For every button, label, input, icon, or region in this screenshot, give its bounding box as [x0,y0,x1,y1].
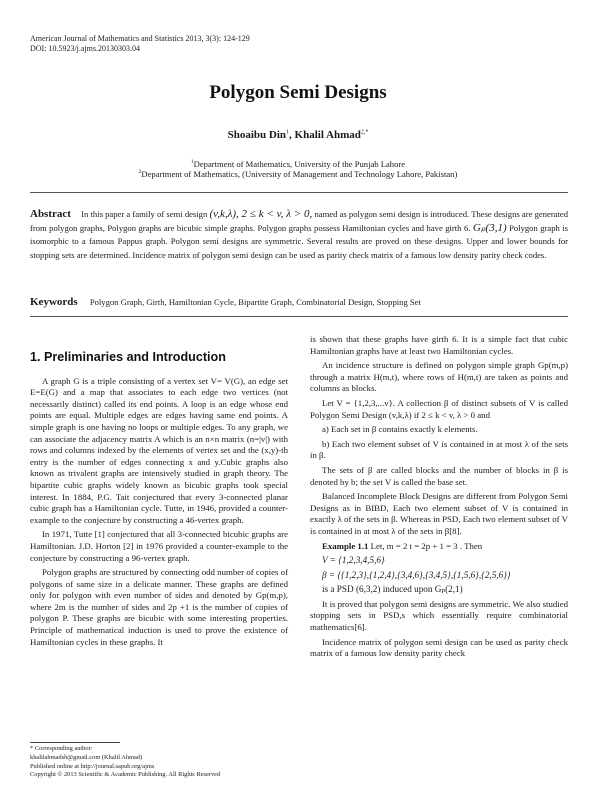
paragraph: Polygon graphs are structured by connecting odd number of copies of polygons of same size in a delicate manner. These graphs are defined only for polygon with even number of sides and denoted by Gp(m,p), where 2m is the number of sides and 2p +1 is the number of copies of polygon P. These graphs are bicubic with some interesting properties. Principle of mathematical induction is used to prove the existence of Hamiltonian cycles in these graphs. It [30,567,288,647]
affiliation-1-text: Department of Mathematics, University of the Punjab Lahore [193,158,406,169]
author-separator: , [289,129,295,141]
affiliation-2-mark: 2 [138,169,142,175]
published-online: Published online at http://journal.sapub.org/ajms [30,762,155,770]
equation-v: V = {1,2,3,4,5,6} [322,555,385,566]
paragraph: The sets of β are called blocks and the number of blocks in β is denoted by b; the set V is called the base set. [310,464,568,487]
keywords-heading: Keywords [30,296,78,308]
author-1-affil: 1 [286,129,290,136]
author-2-affil: 2,* [360,129,369,136]
abstract-math-2: Gₚ(3,1) [472,221,507,234]
right-column [310,334,568,663]
paragraph: is shown that these graphs have girth 6. It is a simple fact that cubic Hamiltonian graphs have at least two Hamiltonian cycles. [310,334,568,356]
equation-beta: β = {{1,2,3},{1,2,4},{3,4,6},{3,4,5},{1,5,6},{2,5,6}} [322,569,511,580]
paragraph: An incidence structure is defined on polygon simple graph Gp(m,p) through a matrix H(m,t), where rows of H(m,t) are taken as points and columns as blocks. [310,360,568,394]
affiliation-1-mark: 1 [190,159,194,165]
example-text: Let, m = 2 t = 2p + 1 = 3 . Then [370,540,483,551]
example-label: Example 1.1 [322,540,369,551]
abstract-rule [30,316,568,317]
authors [0,129,596,141]
abstract-text-3: Polygon graph is isomorphic to a famous Pappus graph. Polygon semi designs are symmetric. Several results are proved on these designs. Upper and lower bounds for stopping sets are determined. Incidence matrix of polygon semi design can be used as parity check matrix of a famous low density parity check codes. [30,222,569,260]
affiliation-2 [0,167,596,179]
section-title: 1. Preliminaries and Introduction [30,350,226,364]
author-2: Khalil Ahmad [294,129,361,141]
list-item: b) Each two element subset of V is contained in at most λ of the sets in β. [310,438,568,461]
paragraph: Balanced Incomplete Block Designs are different from Polygon Semi Designs as in BIBD, Each two element subset of V is contained in exactly λ of the sets in β. Whereas in PSD, Each two element subset of V is contained in at most λ of the sets in β[8]. [310,491,568,536]
keywords [30,296,568,308]
example [310,541,568,553]
paper-title: Polygon Semi Designs [209,82,387,103]
copyright: Copyright © 2013 Scientific & Academic Publishing. All Rights Reserved [30,771,221,779]
abstract-text-2: named as polygon semi design is introduced. These designs are generated from polygon graphs, Polygon graphs are bicubic simple graphs. Polygon graphs possess Hamiltonian cycles and have girth 6. [30,209,568,233]
left-column [30,334,288,651]
list-item: a) Each set in β contains exactly k elements. [322,424,478,435]
affiliation-2-text: Department of Mathematics, (University of Management and Technology Lahore, Pakistan) [141,168,458,179]
paragraph: Let V = {1,2,3,...v}. A collection β of distinct subsets of V is called Polygon Semi Design (v,k,λ) if 2 ≤ k < v, λ > 0 and [310,397,568,420]
abstract-math-1: (v,k,λ), 2 ≤ k < v, λ > 0, [209,208,313,220]
keywords-text: Polygon Graph, Girth, Hamiltonian Cycle, Bipartite Graph, Combinatorial Design, Stopping Set [89,297,421,307]
footnotes [30,745,288,780]
corresponding-author: * Corresponding author: [30,745,93,752]
doi: DOI: 10.5923/j.ajms.20130303.04 [30,44,140,53]
journal-citation: American Journal of Mathematics and Statistics 2013, 3(3): 124-129 [30,34,250,43]
journal-header [30,34,250,54]
abstract-heading: Abstract [30,208,71,220]
paragraph: A graph G is a triple consisting of a vertex set V= V(G), an edge set E=E(G) and a map that associates to each edge two vertices (not necessarily distinct) called its end points. A loop is an edge whose end points are equal. Multiple edges are edges having same end points. A simple graph is one having no loops or multiple edges. To any graph, we can associate the adjacency matrix A which is an n×n matrix (n=|v|) with rows and columns indexed by the elements of vertex set and the (x,y)-th entry is the number of edges connecting x and y.Cubic graphs also known as trivalent graphs are intensively studied in graph theory. The bipartite cubic graphs widely known as bicubic graphs took special interest. In 1884, P.G. Tait conjectured that every 3-connected planar cubic graph has a Hamiltonian cycle. Tutte, in 1946, provided a counter-example to the conjecture by constructing a 46-vertex graph. [30,375,288,525]
abstract [30,208,568,262]
author-1: Shoaibu Din [227,129,287,141]
abstract-text-1: In this paper a family of semi design [81,209,208,219]
equation-psd: is a PSD (6,3,2) induced upon Gₚ(2,1) [322,584,463,595]
paragraph: In 1971, Tutte [1] conjectured that all 3-connected bicubic graphs are Hamiltonian. J.D. Horton [2] in 1976 provided a counter-example to the conjecture by constructing a 96-vertex graph. [30,529,288,563]
header-rule [30,192,568,193]
footnote-rule [30,742,120,743]
paragraph: It is proved that polygon semi designs are symmetric. We also studied stopping sets in PSD,s which essentially require combinatorial mathematics[6]. [310,598,568,633]
paragraph: Incidence matrix of polygon semi design can be used as parity check matrix of a famous low density parity check [310,636,568,659]
author-email: khalilahmadsh@gmail.com (Khalil Ahmad) [30,753,143,761]
